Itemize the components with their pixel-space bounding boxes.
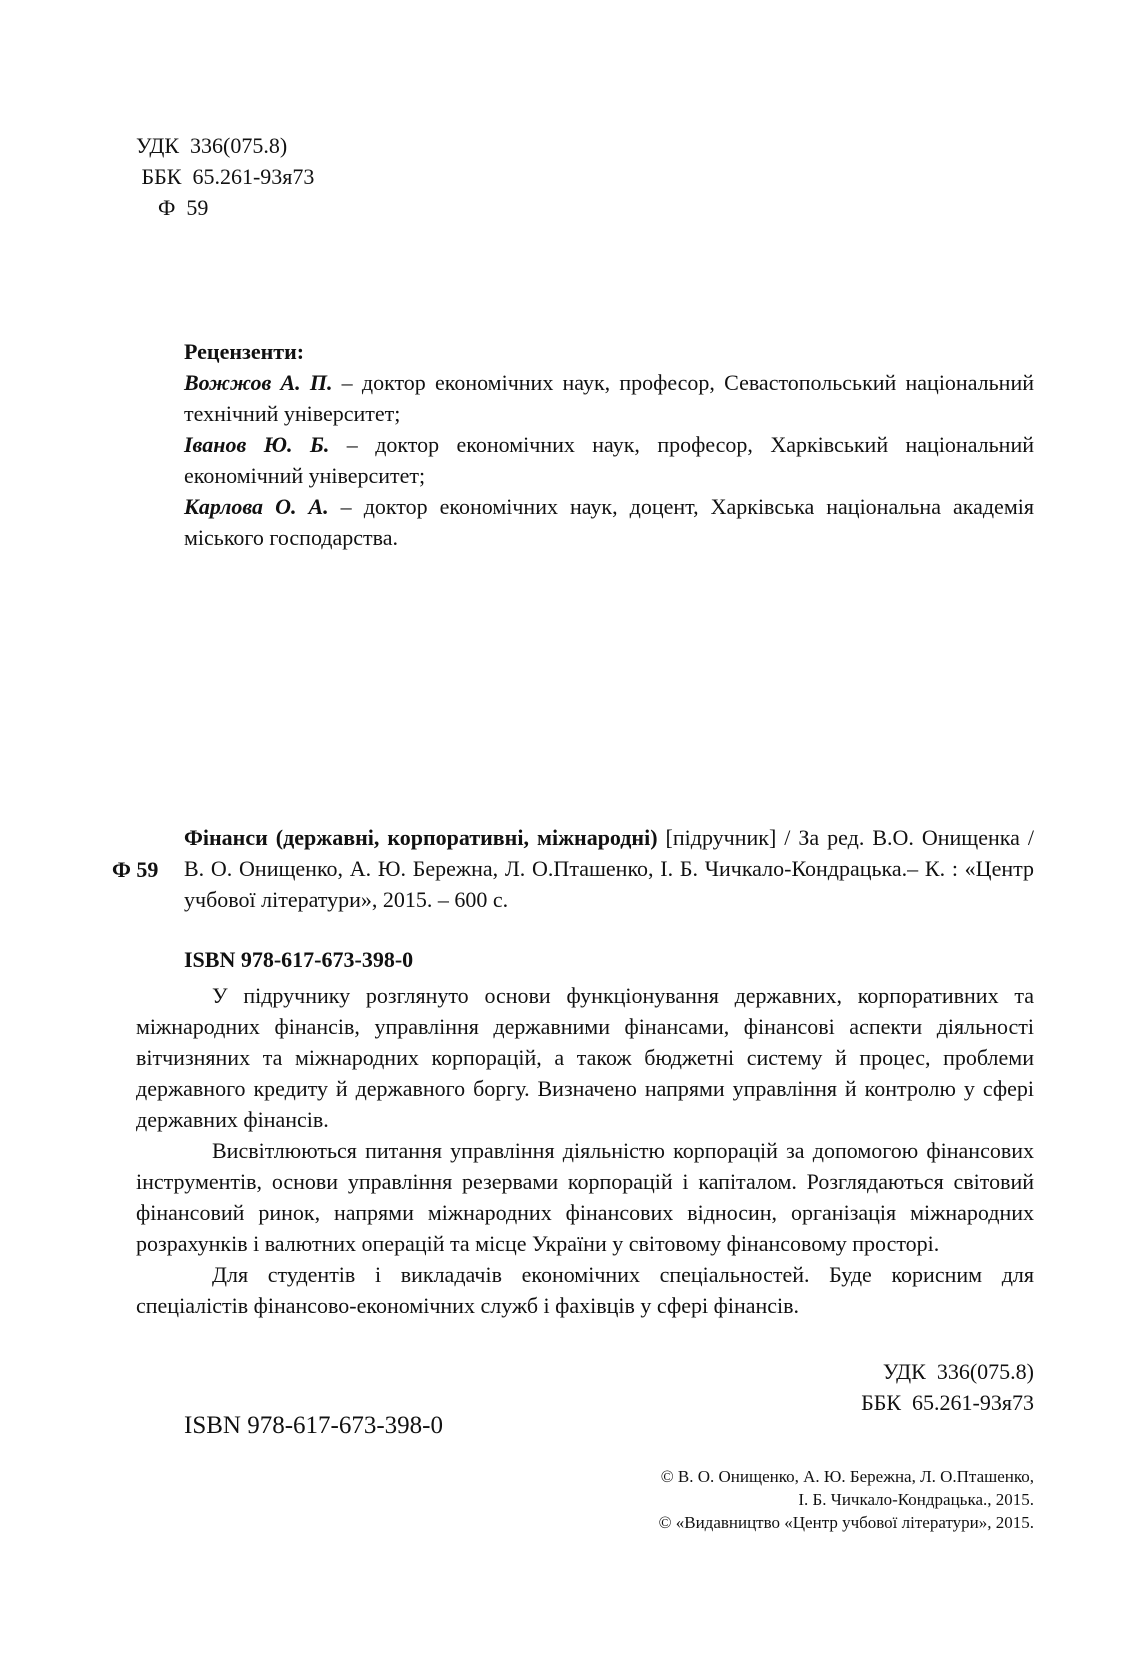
bottom-classification-codes <box>861 1356 1034 1418</box>
bbk-code: ББК 65.261-93я73 <box>136 164 315 189</box>
isbn-plain: ISBN 978-617-673-398-0 <box>184 1412 444 1439</box>
udk-code: УДК 336(075.8) <box>136 133 288 158</box>
annotation <box>136 980 1034 1321</box>
author-sign-code: Ф 59 <box>136 195 209 220</box>
entry-sign-code: Ф 59 <box>112 857 159 882</box>
reviewers-heading: Рецензенти: <box>184 339 305 364</box>
copyright-line: © «Видавництво «Центр учбової літератури», 2015. <box>658 1513 1034 1532</box>
top-classification-codes <box>136 130 314 223</box>
reviewers-section <box>184 336 1034 553</box>
bbk-code: ББК 65.261-93я73 <box>861 1390 1034 1415</box>
copyright-line: І. Б. Чичкало-Кондрацька., 2015. <box>798 1490 1034 1509</box>
isbn-bold: ISBN 978-617-673-398-0 <box>184 947 414 972</box>
reviewer-name: Іванов Ю. Б. <box>184 432 330 457</box>
reviewer-affiliation: – доктор економічних наук, професор, Севастопольський національний технічний університет; <box>184 370 1034 426</box>
annotation-paragraph: У підручнику розглянуто основи функціонування державних, корпоративних та міжнародних фінансів, управління державними фінансами, фінансові аспекти діяльності вітчизняних та міжнародних корпорацій, а також бюджетні систему й процес, проблеми державного кредиту й державного боргу. Визначено напрями управління й контролю у сфері державних фінансів. <box>136 983 1034 1132</box>
annotation-paragraph: Для студентів і викладачів економічних спеціальностей. Буде корисним для спеціалістів фінансово-економічних служб і фахівців у сфері фінансів. <box>136 1262 1034 1318</box>
reviewer-name: Вожжов А. П. <box>184 370 333 395</box>
udk-code: УДК 336(075.8) <box>882 1359 1034 1384</box>
book-title: Фінанси (державні, корпоративні, міжнародні) <box>184 825 658 850</box>
reviewer-name: Карлова О. А. <box>184 494 329 519</box>
annotation-paragraph: Висвітлюються питання управління діяльністю корпорацій за допомогою фінансових інструментів, основи управління резервами корпорацій і капіталом. Розглядаються світовий фінансовий ринок, напрями міжнародних фінансових відносин, організація міжнародних розрахунків і валютних операцій та місце України у світовому фінансовому просторі. <box>136 1138 1034 1256</box>
reviewer-affiliation: – доктор економічних наук, доцент, Харківська національна академія міського господарства. <box>184 494 1034 550</box>
reviewer-2 <box>184 429 1034 491</box>
copyright-line: © В. О. Онищенко, А. Ю. Бережна, Л. О.Пташенко, <box>660 1467 1034 1486</box>
reviewer-affiliation: – доктор економічних наук, професор, Харківський національний економічний університет; <box>184 432 1034 488</box>
bibliographic-details: [підручник] / За ред. В.О. Онищенка / В. О. Онищенко, А. Ю. Бережна, Л. О.Пташенко, І. Б. Чичкало-Кондрацька.– К. : «Центр учбової літератури», 2015. – 600 с. <box>184 825 1035 912</box>
bibliographic-entry <box>184 822 1034 915</box>
copyright-notice <box>659 1465 1034 1534</box>
reviewer-3 <box>184 491 1034 553</box>
reviewer-1 <box>184 367 1034 429</box>
